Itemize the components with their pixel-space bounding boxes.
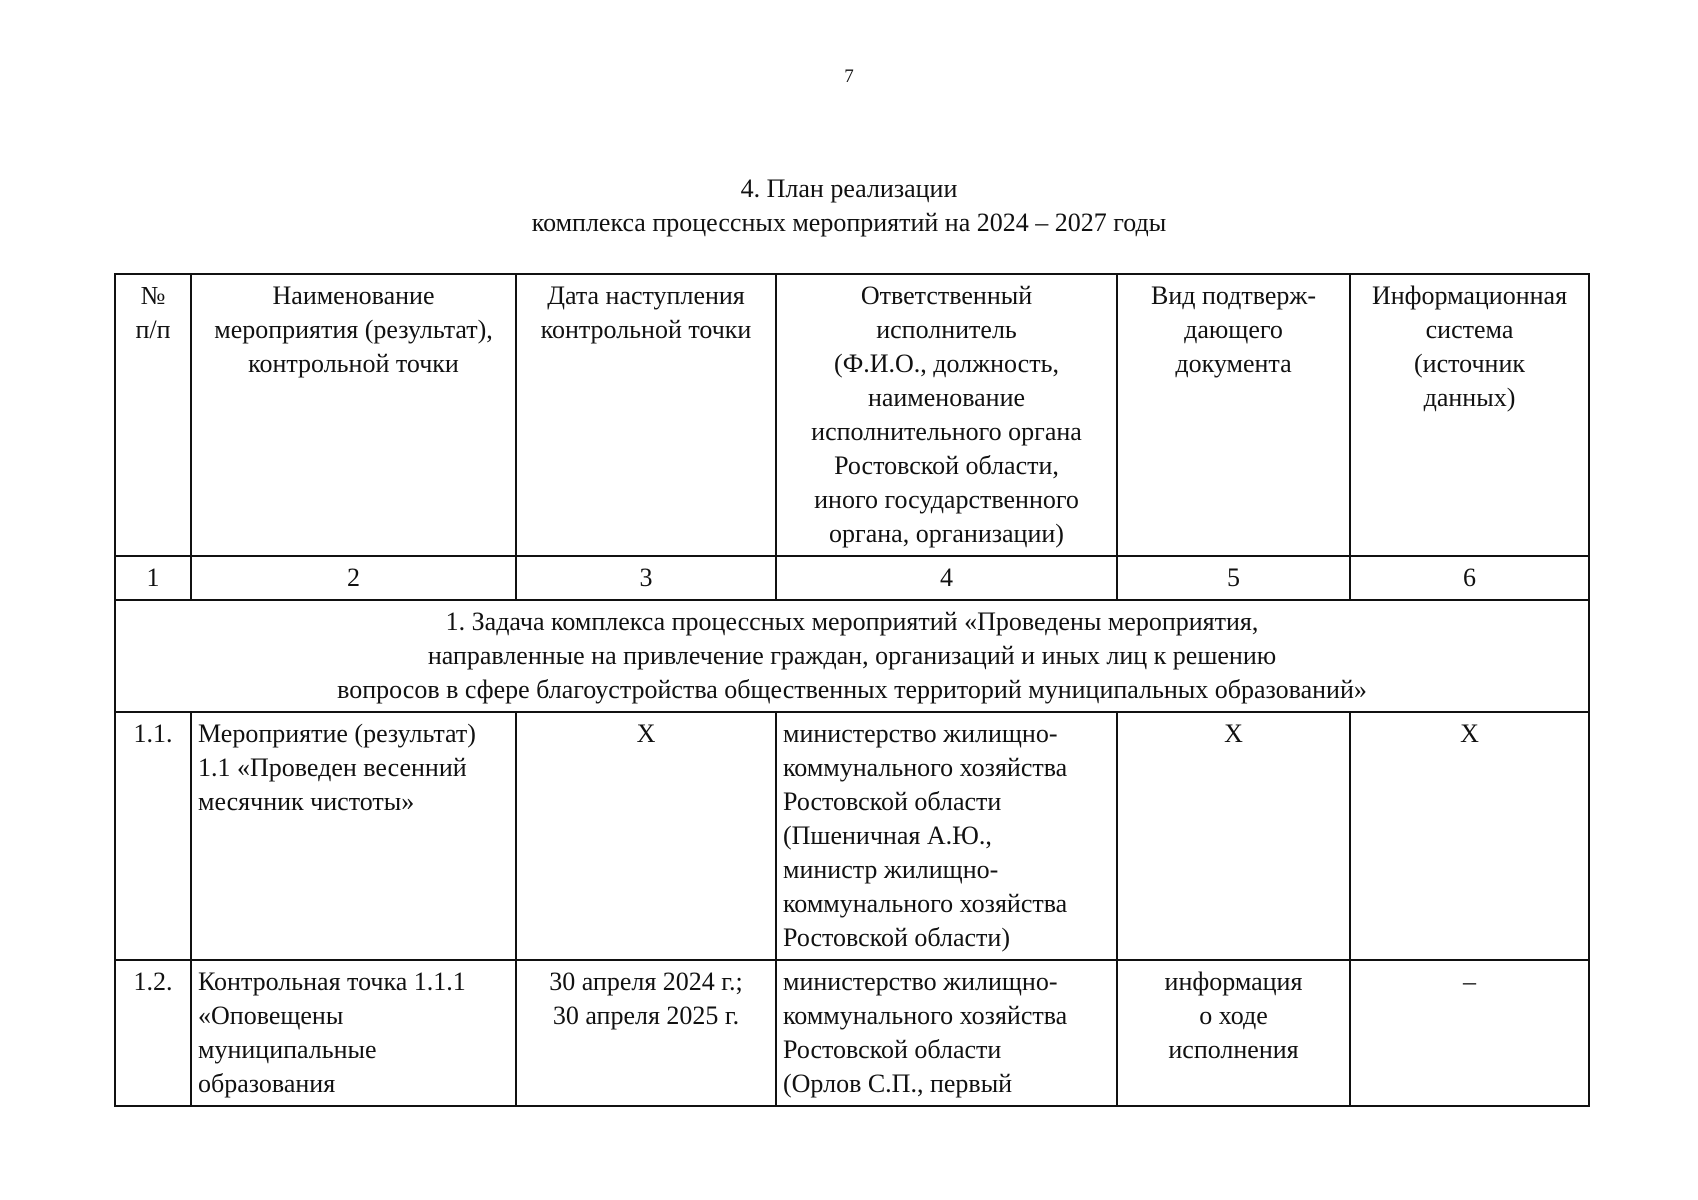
table-row [115,712,1589,960]
information-system: – [1350,960,1589,1106]
header-activity-name: Наименование мероприятия (результат), контрольной точки [191,274,516,556]
column-number: 3 [516,556,776,600]
row-number: 1.2. [115,960,191,1106]
table-header-row [115,274,1589,556]
column-number: 2 [191,556,516,600]
page-number: 7 [844,66,854,87]
implementation-plan-table [114,273,1590,1107]
document-type: информация о ходе исполнения [1117,960,1350,1106]
header-information-system: Информационная система (источник данных) [1350,274,1589,556]
header-responsible: Ответственный исполнитель (Ф.И.О., должность, наименование исполнительного органа Ростовской области, иного государственного органа, организации) [776,274,1117,556]
task-row [115,600,1589,712]
header-control-date: Дата наступления контрольной точки [516,274,776,556]
activity-name: Контрольная точка 1.1.1 «Оповещены муниципальные образования [191,960,516,1106]
task-description: 1. Задача комплекса процессных мероприятий «Проведены мероприятия, направленные на привлечение граждан, организаций и иных лиц к решению вопросов в сфере благоустройства общественных территорий муниципальных образований» [115,600,1589,712]
responsible-executor: министерство жилищно- коммунального хозяйства Ростовской области (Пшеничная А.Ю., министр жилищно- коммунального хозяйства Ростовской области) [776,712,1117,960]
table-row [115,960,1589,1106]
information-system: X [1350,712,1589,960]
responsible-executor: министерство жилищно- коммунального хозяйства Ростовской области (Орлов С.П., первый [776,960,1117,1106]
row-number: 1.1. [115,712,191,960]
column-number: 6 [1350,556,1589,600]
activity-name: Мероприятие (результат) 1.1 «Проведен весенний месячник чистоты» [191,712,516,960]
column-number: 4 [776,556,1117,600]
column-number-row [115,556,1589,600]
control-date: X [516,712,776,960]
section-title [0,172,1698,240]
header-number: № п/п [115,274,191,556]
section-title-line-1: 4. План реализации [740,174,958,203]
control-date: 30 апреля 2024 г.; 30 апреля 2025 г. [516,960,776,1106]
document-type: X [1117,712,1350,960]
column-number: 5 [1117,556,1350,600]
column-number: 1 [115,556,191,600]
header-document-type: Вид подтверж- дающего документа [1117,274,1350,556]
section-title-line-2: комплекса процессных мероприятий на 2024 – 2027 годы [531,208,1167,237]
